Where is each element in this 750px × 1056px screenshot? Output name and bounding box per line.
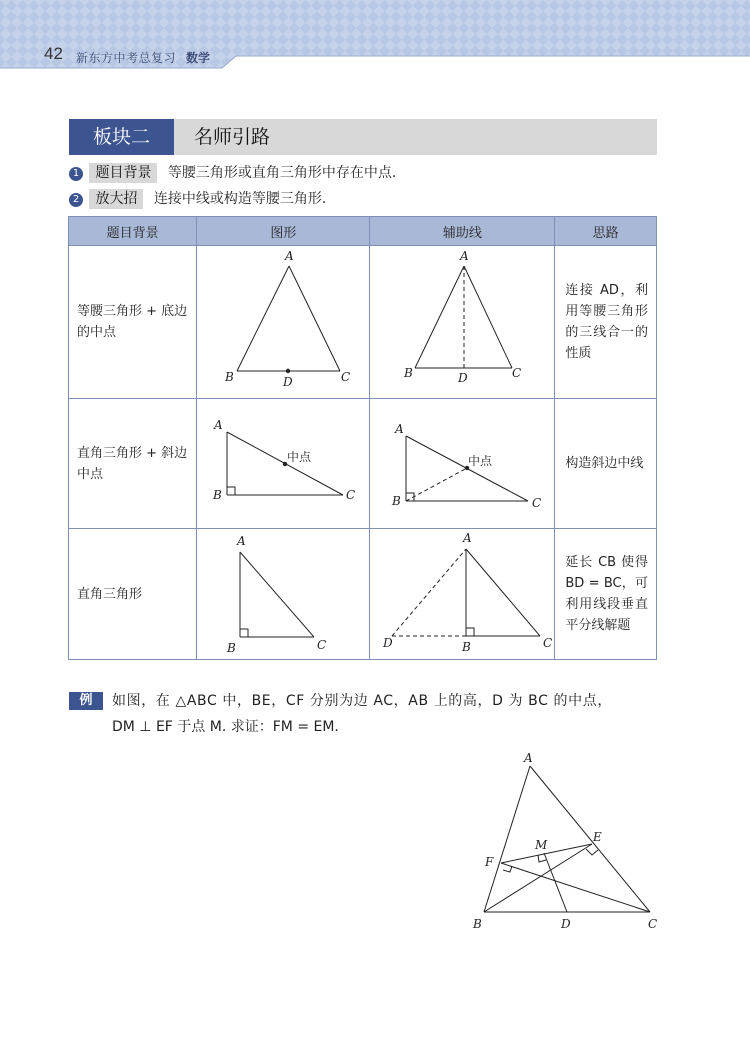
point-1	[69, 163, 396, 183]
example-figure	[468, 748, 668, 938]
isosceles-median-figure	[370, 246, 554, 398]
example-line-2: DM ⊥ EF 于点 M. 求证：FM = EM.	[112, 719, 339, 735]
figure-cell	[197, 399, 370, 529]
background-text: 等腰三角形 + 底边的中点	[77, 304, 188, 340]
label-c: C	[512, 366, 522, 380]
page-header	[0, 0, 750, 78]
label-a: A	[463, 531, 472, 545]
extended-triangle-figure	[370, 529, 554, 659]
subject-label: 数学	[186, 51, 211, 65]
label-b: B	[392, 494, 402, 508]
label-b: B	[213, 488, 223, 502]
right-triangle-median-figure	[370, 399, 554, 528]
label-midpoint: 中点	[468, 454, 493, 468]
figure-cell	[197, 246, 370, 399]
figure-cell	[197, 529, 370, 660]
idea-text: 延长 CB 使得 BD = BC，可利用线段垂直平分线解题	[565, 555, 648, 633]
auxiliary-cell	[370, 529, 555, 660]
right-triangle-figure	[197, 529, 369, 659]
label-m: M	[535, 838, 548, 852]
auxiliary-cell	[370, 399, 555, 529]
idea-text: 连接 AD，利用等腰三角形的三线合一的性质	[565, 283, 648, 361]
idea-cell	[555, 399, 657, 529]
label-midpoint: 中点	[287, 450, 312, 464]
header-decoration	[0, 0, 750, 78]
column-header: 图形	[197, 217, 370, 246]
label-b: B	[404, 366, 414, 380]
point-tag: 题目背景	[89, 163, 157, 183]
point-number: 1	[69, 167, 83, 181]
idea-text: 构造斜边中线	[565, 456, 644, 471]
column-header: 题目背景	[69, 217, 197, 246]
section-title: 名师引路	[194, 126, 271, 148]
label-c: C	[341, 370, 351, 384]
label-b: B	[227, 641, 237, 655]
table-row	[69, 246, 657, 399]
label-a: A	[214, 418, 223, 432]
section-tag: 板块二	[69, 119, 174, 155]
label-b: B	[225, 370, 235, 384]
table-header-row	[69, 217, 657, 246]
label-c: C	[543, 636, 553, 650]
idea-cell	[555, 246, 657, 399]
example-line-1: 如图，在 △ABC 中，BE，CF 分别为边 AC，AB 上的高，D 为 BC 的中点，	[112, 693, 612, 709]
label-a: A	[460, 249, 469, 263]
table-row	[69, 529, 657, 660]
idea-cell	[555, 529, 657, 660]
method-table	[68, 216, 657, 660]
right-triangle-midpoint-figure	[197, 399, 369, 528]
label-c: C	[317, 638, 327, 652]
point-number: 2	[69, 193, 83, 207]
label-c: C	[532, 496, 542, 510]
label-d: D	[561, 917, 571, 931]
example-tag: 例	[69, 692, 103, 710]
background-text: 直角三角形 + 斜边中点	[77, 445, 188, 482]
book-title: 新东方中考总复习	[76, 51, 177, 65]
column-header: 思路	[555, 217, 657, 246]
label-d: D	[283, 375, 293, 389]
auxiliary-cell	[370, 246, 555, 399]
label-a: A	[285, 249, 294, 263]
label-d: D	[458, 371, 468, 385]
label-d: D	[383, 636, 393, 650]
label-c: C	[648, 917, 658, 931]
label-a: A	[395, 422, 404, 436]
label-b: B	[473, 917, 482, 931]
label-a: A	[524, 751, 533, 765]
background-cell	[69, 399, 197, 529]
label-a: A	[237, 534, 246, 548]
label-b: B	[462, 640, 472, 654]
point-tag: 放大招	[89, 189, 143, 209]
background-text: 直角三角形	[77, 586, 143, 602]
isosceles-triangle-figure	[197, 246, 369, 398]
label-f: F	[485, 855, 494, 869]
midpoint-dot	[286, 369, 290, 373]
column-header: 辅助线	[370, 217, 555, 246]
label-c: C	[346, 488, 356, 502]
page-number: 42	[44, 44, 63, 63]
background-cell	[69, 246, 197, 399]
background-cell	[69, 529, 197, 660]
table-row	[69, 399, 657, 529]
point-2	[69, 189, 326, 209]
point-text: 等腰三角形或直角三角形中存在中点.	[167, 165, 397, 181]
point-text: 连接中线或构造等腰三角形.	[153, 191, 327, 207]
label-e: E	[593, 830, 602, 844]
